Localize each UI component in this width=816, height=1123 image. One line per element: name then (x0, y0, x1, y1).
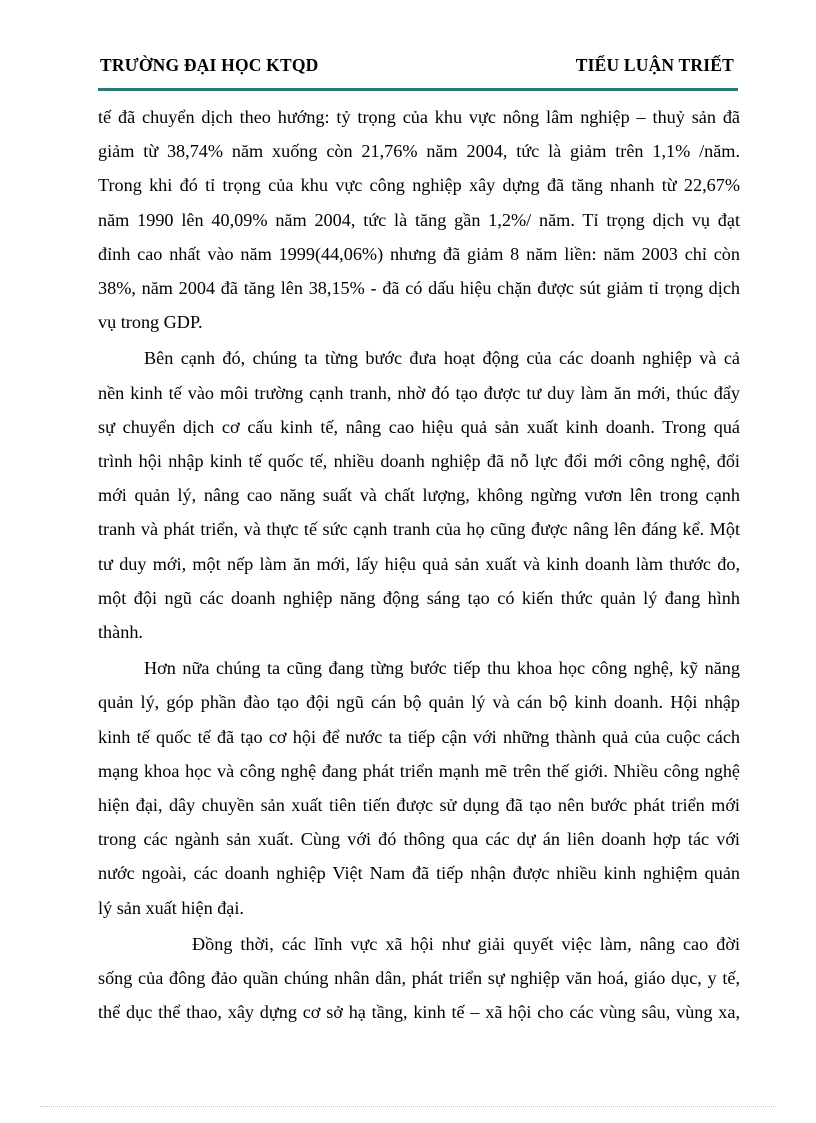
paragraph (98, 651, 740, 925)
text-line: hiện đại, dây chuyền sản xuất tiên tiến được sử dụng đã tạo nên bước phát triển mới (98, 795, 740, 816)
text-line: kinh tế quốc tế đã tạo cơ hội để nước ta tiếp cận với những thành quả của cuộc cách (98, 726, 740, 747)
document-body (98, 100, 740, 1029)
header-university: TRƯỜNG ĐẠI HỌC KTQD (100, 55, 319, 75)
header-divider (98, 88, 738, 91)
text-line: tư duy mới, một nếp làm ăn mới, lấy hiệu quả sản xuất và kinh doanh làm thước đo, (98, 553, 740, 574)
text-line: một đội ngũ các doanh nghiệp năng động sáng tạo có kiến thức quản lý đang hình (98, 587, 740, 608)
text-line: trong các ngành sản xuất. Cùng với đó thông qua các dự án liên doanh hợp tác với (98, 829, 740, 850)
text-line: đỉnh cao nhất vào năm 1999(44,06%) nhưng đã giảm 8 năm liền: năm 2003 chỉ còn (98, 243, 740, 264)
text-line: vụ trong GDP. (98, 312, 203, 333)
paragraph (98, 927, 740, 1030)
text-line: Bên cạnh đó, chúng ta từng bước đưa hoạt động của các doanh nghiệp và cả (144, 348, 740, 369)
text-line: Đồng thời, các lĩnh vực xã hội như giải quyết việc làm, nâng cao đời (192, 933, 740, 954)
text-line: tế đã chuyển dịch theo hướng: tỷ trọng của khu vực nông lâm nghiệp – thuỷ sản đã (98, 107, 740, 127)
text-line: 38%, năm 2004 đã tăng lên 38,15% - đã có dấu hiệu chặn được sút giảm tỉ trọng dịch (98, 278, 740, 299)
paragraph (98, 100, 740, 339)
text-line: mới quản lý, nâng cao năng suất và chất lượng, không ngừng vươn lên trong cạnh (98, 485, 740, 506)
text-line: Hơn nữa chúng ta cũng đang từng bước tiếp thu khoa học công nghệ, kỹ năng (144, 658, 740, 679)
text-line: sống của đông đảo quần chúng nhân dân, phát triển sự nghiệp văn hoá, giáo dục, y tế, (98, 968, 740, 989)
text-line: năm 1990 lên 40,09% năm 2004, tức là tăng gần 1,2%/ năm. Tỉ trọng dịch vụ đạt (98, 209, 740, 230)
text-line: Trong khi đó tỉ trọng của khu vực công nghiệp xây dựng đã tăng nhanh từ 22,67% (98, 175, 740, 196)
text-line: thành. (98, 622, 143, 643)
paragraph (98, 341, 740, 649)
text-line: giảm từ 38,74% năm xuống còn 21,76% năm 2004, tức là giảm trên 1,1% /năm. (98, 141, 740, 162)
page-bottom-edge (40, 1106, 776, 1107)
text-line: thể dục thể thao, xây dựng cơ sở hạ tầng, kinh tế – xã hội cho các vùng sâu, vùng xa, (98, 1002, 740, 1023)
text-line: trình hội nhập kinh tế quốc tế, nhiều doanh nghiệp đã nỗ lực đổi mới công nghệ, đổi (98, 451, 740, 472)
page-header (100, 54, 734, 76)
header-document-title: TIỂU LUẬN TRIẾT (575, 55, 734, 75)
text-line: mạng khoa học và công nghệ đang phát triển mạnh mẽ trên thế giới. Nhiều công nghệ (98, 760, 740, 781)
text-line: sự chuyển dịch cơ cấu kinh tế, nâng cao hiệu quả sản xuất kinh doanh. Trong quá (98, 416, 740, 437)
text-line: lý sản xuất hiện đại. (98, 897, 244, 918)
text-line: tranh và phát triển, và thực tế sức cạnh tranh của họ cũng được nâng lên đáng kể. Một (98, 519, 740, 540)
text-line: nước ngoài, các doanh nghiệp Việt Nam đã tiếp nhận được nhiều kinh nghiệm quản (98, 863, 740, 884)
text-line: nền kinh tế vào môi trường cạnh tranh, nhờ đó tạo được tư duy làm ăn mới, thúc đẩy (98, 382, 740, 403)
text-line: quản lý, góp phần đào tạo đội ngũ cán bộ quản lý và cán bộ kinh doanh. Hội nhập (98, 692, 740, 713)
